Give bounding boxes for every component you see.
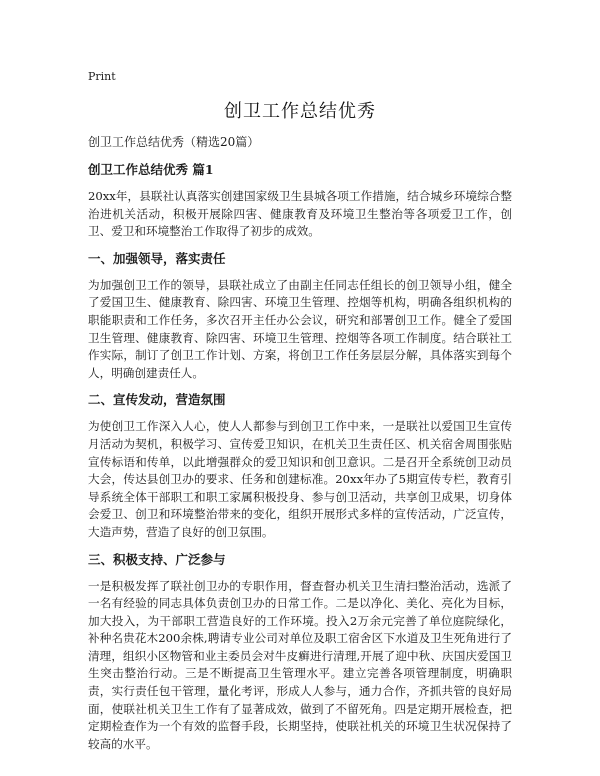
article-heading: 创卫工作总结优秀 篇1 — [88, 162, 214, 177]
section-heading-1: 一、加强领导，落实责任 — [88, 250, 226, 266]
section-body-3: 一是积极发挥了联社创卫办的专职作用，督查督办机关卫生清扫整治活动，选派了一名有经验的同志具体负责创卫办的日常工作。二是以净化、美化、亮化为目标，加大投入，为干部职工营造良好的工作环境。投入2万余元完善了单位庭院绿化，补种名贵花木200余株,聘请专业公司对单位及职工宿舍区下水道及卫生死角进行了清理，组织小区物管和业主委员会对牛皮癣进行清理,开展了迎中秋、庆国庆爱国卫生突击整治行动。三是不断提高卫生管理水平。建立完善各项管理制度，明确职责，实行责任包干管理，量化考评，形成人人参与，通力合作，齐抓共管的良好局面，使联社机关卫生工作有了显著成效，做到了不留死角。四是定期开展检查，把定期检查作为一个有效的监督手段，长期坚持，使联社机关的环境卫生状况保持了较高的水平。 — [88, 578, 512, 751]
intro-paragraph: 20xx年，县联社认真落实创建国家级卫生县城各项工作措施，结合城乡环境综合整治进机关活动，积极开展除四害、健康教育及环境卫生整治等各项爱卫工作，创卫、爱卫和环境整治工作取得了初步的成效。 — [88, 189, 512, 239]
document-subtitle: 创卫工作总结优秀（精选20篇） — [88, 135, 260, 149]
section-heading-2: 二、宣传发动，营造氛围 — [88, 392, 226, 408]
section-body-1: 为加强创卫工作的领导，县联社成立了由副主任同志任组长的创卫领导小组，健全了爱国卫生、健康教育、除四害、环境卫生管理、控烟等机构，明确各组织机构的职能职责和工作任务，多次召开主任办公会议，研究和部署创卫工作。健全了爱国卫生管理、健康教育、除四害、环境卫生管理、控烟等各项工作制度。结合联社工作实际，制订了创卫工作计划、方案，将创卫工作任务层层分解，具体落实到每个人，明确创建责任人。 — [88, 277, 512, 380]
section-heading-3: 三、积极支持、广泛参与 — [88, 551, 226, 567]
section-body-2: 为使创卫工作深入人心，使人人都参与到创卫工作中来，一是联社以爱国卫生宣传月活动为契机，积极学习、宣传爱卫知识，在机关卫生责任区、机关宿舍周围张贴宣传标语和传单，以此增强群众的爱卫知识和创卫意识。二是召开全系统创卫动员大会，传达县创卫办的要求、任务和创建标准。20xx年办了5期宣传专栏，教育引导系统全体干部职工和职工家属积极投身、参与创卫活动，共享创卫成果，切身体会爱卫、创卫和环境整治带来的变化，组织开展形式多样的宣传活动，广泛宣传，大造声势，营造了良好的创卫氛围。 — [88, 419, 512, 539]
print-label: Print — [88, 70, 116, 83]
page-title: 创卫工作总结优秀 — [224, 101, 376, 122]
document-body — [88, 133, 512, 753]
